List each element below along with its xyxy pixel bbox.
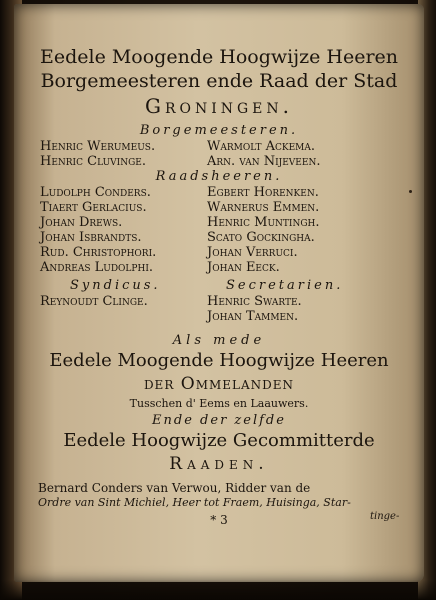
- secretaris-name: Henric Swarte.: [207, 294, 302, 309]
- borgemeester-name: Henric Cluvinge.: [40, 154, 146, 169]
- gecommitterde-line-1: Eedele Hoogwijze Gecommitterde: [63, 430, 375, 451]
- raadsheer-name: Egbert Horenken.: [207, 185, 319, 200]
- raadsheer-name: Henric Muntingh.: [207, 215, 320, 230]
- raadsheeren-label: Raadsheeren.: [155, 169, 283, 184]
- borgemeester-name: Henric Werumeus.: [40, 139, 156, 154]
- signature-mark: * 3: [210, 513, 228, 527]
- raadsheer-name: Andreas Ludolphi.: [40, 260, 154, 275]
- bernard-line-1: Bernard Conders van Verwou, Ridder van de: [38, 481, 311, 495]
- heading-city: Groningen.: [144, 94, 294, 118]
- book-page: [14, 4, 424, 582]
- raadsheer-name: Tiaert Gerlacius.: [40, 200, 147, 215]
- als-mede-label: Als mede: [172, 333, 266, 348]
- bottom-shadow: [0, 580, 436, 600]
- bernard-line-2: Ordre van Sint Michiel, Heer tot Fraem, Huisinga, Star-: [38, 496, 351, 509]
- raadsheer-name: Johan Verruci.: [207, 245, 298, 260]
- heading-line-1: Eedele Moogende Hoogwijze Heeren: [39, 46, 399, 68]
- ommelanden-line-2: der Ommelanden: [143, 374, 295, 394]
- raadsheer-name: Johan Isbrandts.: [40, 230, 142, 245]
- ende-der-zelfde-label: Ende der zelfde: [152, 413, 286, 428]
- raadsheer-name: Ludolph Conders.: [40, 185, 151, 200]
- raadsheer-name: Warnerus Emmen.: [207, 200, 320, 215]
- raadsheer-name: Johan Drews.: [40, 215, 123, 230]
- borgemeesteren-label: Borgemeesteren.: [139, 123, 299, 138]
- raadsheer-name: Scato Gockingha.: [207, 230, 315, 245]
- raadsheer-name: Rud. Christophori.: [40, 245, 157, 260]
- ommelanden-line-3: Tusschen d' Eems en Laauwers.: [129, 397, 309, 410]
- syndicus-label: Syndicus.: [70, 278, 161, 293]
- syndicus-name: Reynoudt Clinge.: [40, 294, 148, 309]
- heading-line-2: Borgemeesteren ende Raad der Stad: [40, 70, 398, 92]
- secretaris-name: Johan Tammen.: [207, 309, 299, 324]
- secretarien-label: Secretarien.: [226, 278, 344, 293]
- ink-speck: [409, 190, 412, 193]
- borgemeester-name: Arn. van Nijeveen.: [207, 154, 321, 169]
- gecommitterde-line-2: Raaden.: [169, 454, 269, 474]
- raadsheer-name: Johan Eeck.: [207, 260, 280, 275]
- borgemeester-name: Warmolt Ackema.: [207, 139, 316, 154]
- ommelanden-line-1: Eedele Moogende Hoogwijze Heeren: [49, 350, 389, 371]
- catchword: tinge-: [370, 511, 400, 522]
